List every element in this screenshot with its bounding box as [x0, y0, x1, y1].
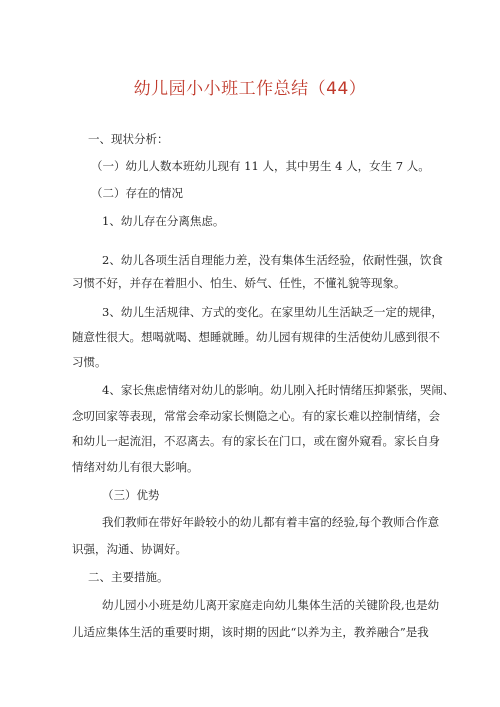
text-line: 儿适应集体生活的重要时期，该时期的因此“以养为主，教养融合”是我	[72, 625, 429, 639]
text-line: 和幼儿一起流泪，不忍离去。有的家长在门口，或在窗外窥看。家长自身	[72, 434, 440, 448]
text-line: 二、主要措施。	[88, 570, 169, 584]
text-line: （二）存在的情况	[91, 186, 183, 200]
text-line: 幼儿园小小班是幼儿离开家庭走向幼儿集体生活的关键阶段,也是幼	[102, 598, 440, 612]
text-line: 念叨回家等表现，常常会牵动家长恻隐之心。有的家长难以控制情绪，会	[72, 409, 440, 423]
text-line: 情绪对幼儿有很大影响。	[72, 460, 199, 474]
text-line: 3、幼儿生活规律、方式的变化。在家里幼儿生活缺乏一定的规律，	[102, 305, 443, 319]
text-line: （三）优势	[102, 488, 160, 502]
text-line: 一、现状分析：	[88, 132, 169, 146]
text-line: 习惯。	[72, 355, 107, 369]
text-line: 随意性很大。想喝就喝、想睡就睡。幼儿园有规律的生活使幼儿感到很不	[72, 330, 440, 344]
text-line: 我们教师在带好年龄较小的幼儿都有着丰富的经验,每个教师合作意	[102, 515, 440, 529]
text-line: （一）幼儿人数本班幼儿现有 11 人，其中男生 4 人，女生 7 人。	[91, 159, 430, 173]
text-line: 2、幼儿各项生活自理能力差，没有集体生活经验，依耐性强，饮食	[102, 253, 443, 267]
text-line: 习惯不好，并存在着胆小、怕生、娇气、任性，不懂礼貌等现象。	[72, 276, 406, 290]
text-line: 4、家长焦虑情绪对幼儿的影响。幼儿刚入托时情绪压抑紧张，哭闹、	[102, 383, 455, 397]
text-line: 1、幼儿存在分离焦虑。	[102, 214, 225, 228]
document-title: 幼儿园小小班工作总结（44）	[133, 79, 367, 99]
text-line: 识强，沟通、协调好。	[72, 542, 187, 556]
